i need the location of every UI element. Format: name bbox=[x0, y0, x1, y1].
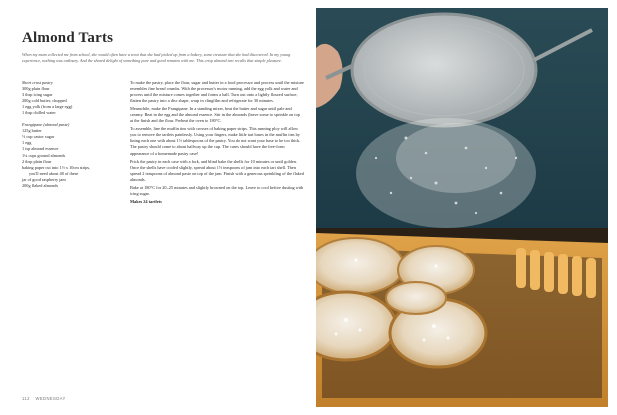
method-paragraph: Prick the pastry in each case with a fork, and blind bake the shells for 10 minutes or until golden. Once the shells have cooled slightly, spread about 1½ teaspoons of jam into each tart shell. Then spread 2 teaspoons of almond paste on top of the jam. Finish with a generous sprinkling of the flaked almonds. bbox=[130, 158, 304, 182]
ingredient-item: ½ cup castor sugar bbox=[22, 134, 55, 140]
ingredient-item: you'll need about 48 of these bbox=[29, 170, 79, 176]
method-paragraph: To make the pastry, place the flour, sugar and butter in a food processor and process until the mixture resembles fine bread crumbs. With the processor's motor running, add the egg yolk and water and process until the mixture comes together and forms a ball. Turn out onto a lightly floured surface, flatten the pastry into a disc shape, wrap in clingfilm and refrigerate for 30 minutes. bbox=[130, 80, 304, 104]
ingredient-item: 3 tbsp icing sugar bbox=[22, 92, 53, 98]
frangipane-heading: Frangipane (almond paste) bbox=[22, 122, 70, 128]
page-footer bbox=[22, 396, 66, 401]
method-paragraph: Bake at 180°C for 20–25 minutes and slightly browned on the top. Leave to cool before dusting with icing sugar. bbox=[130, 184, 304, 196]
ingredient-item: 1 egg bbox=[22, 140, 32, 146]
recipe-photo bbox=[316, 8, 608, 407]
photo-image bbox=[316, 8, 608, 407]
left-page bbox=[0, 0, 308, 415]
method-paragraph: To assemble, line the muffin tins with crosses of baking paper strips. This running ploy will allow you to remove the tartlets painlessly. Using your fingers, make little tart bases in the muffin tins by lining each one with about 1½ tablespoons of the pastry. You do not want your base to be too thick. The pastry should come to about halfway up the cup. The cases should have the free-form appearance of a homemade pastry case! bbox=[130, 126, 301, 156]
ingredient-item: 125g butter bbox=[22, 128, 42, 134]
ingredient-item: 1 egg yolk (from a large egg) bbox=[22, 104, 73, 110]
ingredient-item: 1¼ cups ground almonds bbox=[22, 152, 66, 158]
ingredient-item: 300g plain flour bbox=[22, 86, 50, 92]
sugar-dust bbox=[356, 118, 536, 228]
ingredient-item: 2 tbsp plain flour bbox=[22, 158, 52, 164]
recipe-intro: When my mum collected me from school, she would often have a treat that she had picked up from a bakery, some treasure that she had discovered. In my young experience, nothing was ordinary. And the shared delight of something pure and good remains with me. This crisp almond tart recalls that simple pleasure. bbox=[22, 52, 291, 63]
ingredient-item: 1 tbsp chilled water bbox=[22, 110, 56, 116]
almond-tarts bbox=[316, 238, 486, 367]
ingredient-item: 200g cold butter, chopped bbox=[22, 98, 67, 104]
sieve-icon bbox=[352, 14, 536, 126]
pastry-heading: Short crust pastry bbox=[22, 80, 53, 85]
ingredient-item: 200g flaked almonds bbox=[22, 182, 59, 188]
ingredient-item: 1 tsp almond essence bbox=[22, 146, 59, 152]
method-text bbox=[130, 80, 304, 207]
ingredient-item: baking paper cut into 1½ x 10cm strips, bbox=[22, 164, 91, 170]
recipe-title: Almond Tarts bbox=[22, 30, 114, 46]
serves-line: Makes 24 tartlets bbox=[130, 198, 162, 204]
ingredient-item: jar of good raspberry jam bbox=[22, 176, 66, 182]
ingredients-list bbox=[22, 80, 114, 189]
page-number: 112 bbox=[22, 396, 30, 401]
method-paragraph: Meanwhile, make the Frangipane. In a standing mixer, beat the butter and sugar until pale and creamy. Beat in the egg and the almond essence. Stir in the almonds (leave some to sprinkle on top at the finish and the flour. Preheat the oven to 180°C. bbox=[130, 106, 300, 124]
section-name: WEDNESDAY bbox=[35, 396, 66, 401]
